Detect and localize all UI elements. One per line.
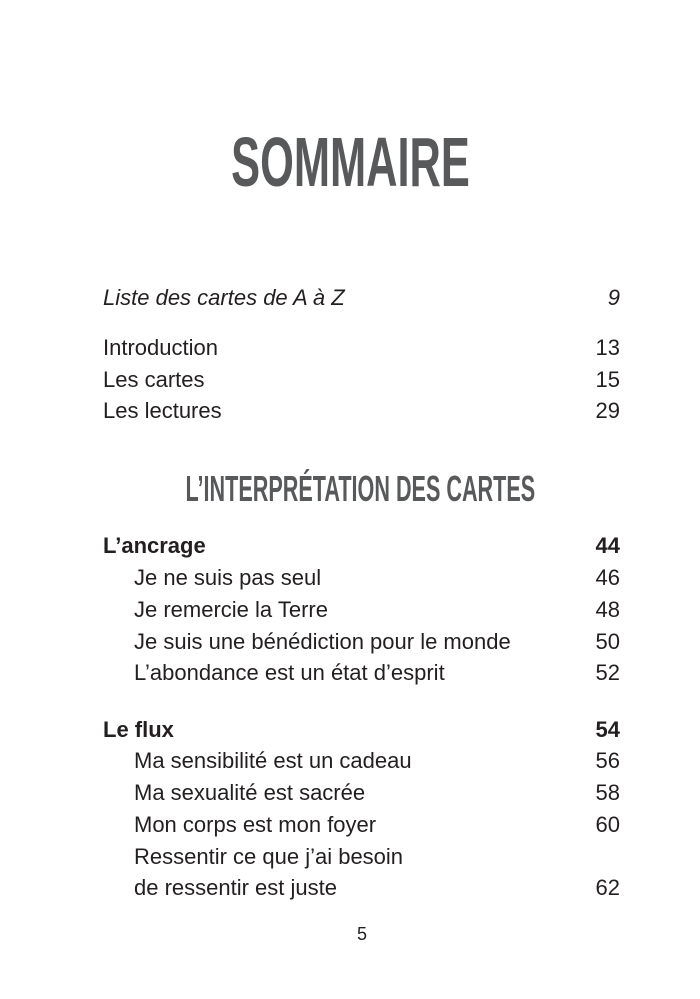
toc-entry: Liste des cartes de A à Z 9	[103, 285, 620, 310]
toc-entry: L’abondance est un état d’esprit 52	[134, 660, 620, 685]
toc-entry: Introduction 13	[103, 335, 620, 360]
page-number: 5	[356, 924, 367, 944]
toc-entry: Les lectures 29	[103, 398, 620, 423]
toc-section: L’ancrage 44	[103, 533, 620, 558]
page-title: SOMMAIRE	[230, 123, 470, 201]
toc-entry: de ressentir est juste 62	[134, 875, 620, 900]
toc-entry: Mon corps est mon foyer 60	[134, 812, 620, 837]
toc-entry: Je suis une bénédiction pour le monde 50	[134, 629, 620, 654]
section-heading: L’INTERPRÉTATION DES CARTES	[185, 468, 535, 509]
toc-entry: Ressentir ce que j’ai besoin	[134, 844, 404, 869]
toc-section: Le flux 54	[103, 717, 620, 742]
toc-entry: Les cartes 15	[103, 367, 620, 392]
toc-entry: Je remercie la Terre 48	[134, 597, 620, 622]
toc-entry: Je ne suis pas seul 46	[134, 565, 620, 590]
toc-entry: Ma sexualité est sacrée 58	[134, 780, 620, 805]
toc-entry: Ma sensibilité est un cadeau 56	[134, 748, 620, 773]
